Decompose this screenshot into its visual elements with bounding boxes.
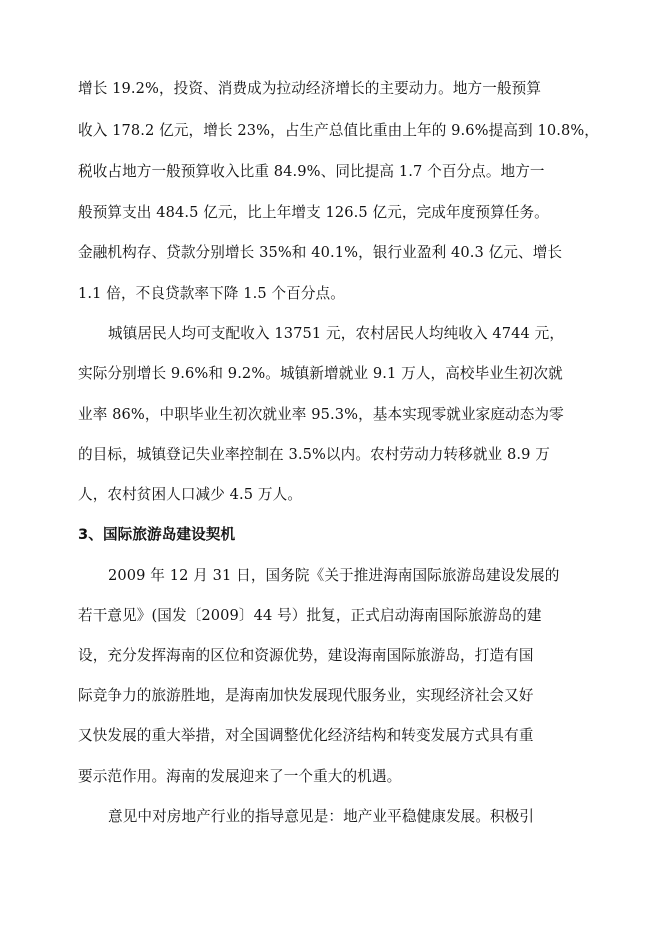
section-heading: 3、国际旅游岛建设契机: [78, 526, 236, 543]
text-line: 增长 19.2%，投资、消费成为拉动经济增长的主要动力。地方一般预算: [78, 80, 542, 97]
text-line: 若干意见》(国发〔2009〕44 号）批复，正式启动海南国际旅游岛的建: [78, 607, 542, 624]
text-line: 设，充分发挥海南的区位和资源优势，建设海南国际旅游岛，打造有国: [78, 647, 534, 664]
text-line: 业率 86%，中职毕业生初次就业率 95.3%，基本实现零就业家庭动态为零: [78, 406, 564, 423]
text-line: 金融机构存、贷款分别增长 35%和 40.1%，银行业盈利 40.3 亿元、增长: [78, 244, 563, 261]
text-line: 实际分别增长 9.6%和 9.2%。城镇新增就业 9.1 万人，高校毕业生初次就: [78, 365, 563, 382]
text-line: 的目标，城镇登记失业率控制在 3.5%以内。农村劳动力转移就业 8.9 万: [78, 446, 550, 463]
text-line: 城镇居民人均可支配收入 13751 元，农村居民人均纯收入 4744 元，: [108, 325, 565, 342]
text-line: 税收占地方一般预算收入比重 84.9%、同比提高 1.7 个百分点。地方一: [78, 163, 545, 180]
text-line: 般预算支出 484.5 亿元，比上年增支 126.5 亿元，完成年度预算任务。: [78, 204, 549, 221]
text-line: 又快发展的重大举措，对全国调整优化经济结构和转变发展方式具有重: [78, 727, 534, 744]
text-line: 人，农村贫困人口减少 4.5 万人。: [78, 486, 303, 503]
text-line: 收入 178.2 亿元，增长 23%，占生产总值比重由上年的 9.6%提高到 10.8%，: [78, 122, 600, 139]
text-line: 要示范作用。海南的发展迎来了一个重大的机遇。: [78, 768, 402, 785]
text-line: 意见中对房地产行业的指导意见是：地产业平稳健康发展。积极引: [108, 808, 535, 825]
text-line: 2009 年 12 月 31 日，国务院《关于推进海南国际旅游岛建设发展的: [108, 567, 560, 584]
text-line: 际竞争力的旅游胜地，是海南加快发展现代服务业，实现经济社会又好: [78, 687, 534, 704]
text-line: 1.1 倍，不良贷款率下降 1.5 个百分点。: [78, 285, 345, 302]
